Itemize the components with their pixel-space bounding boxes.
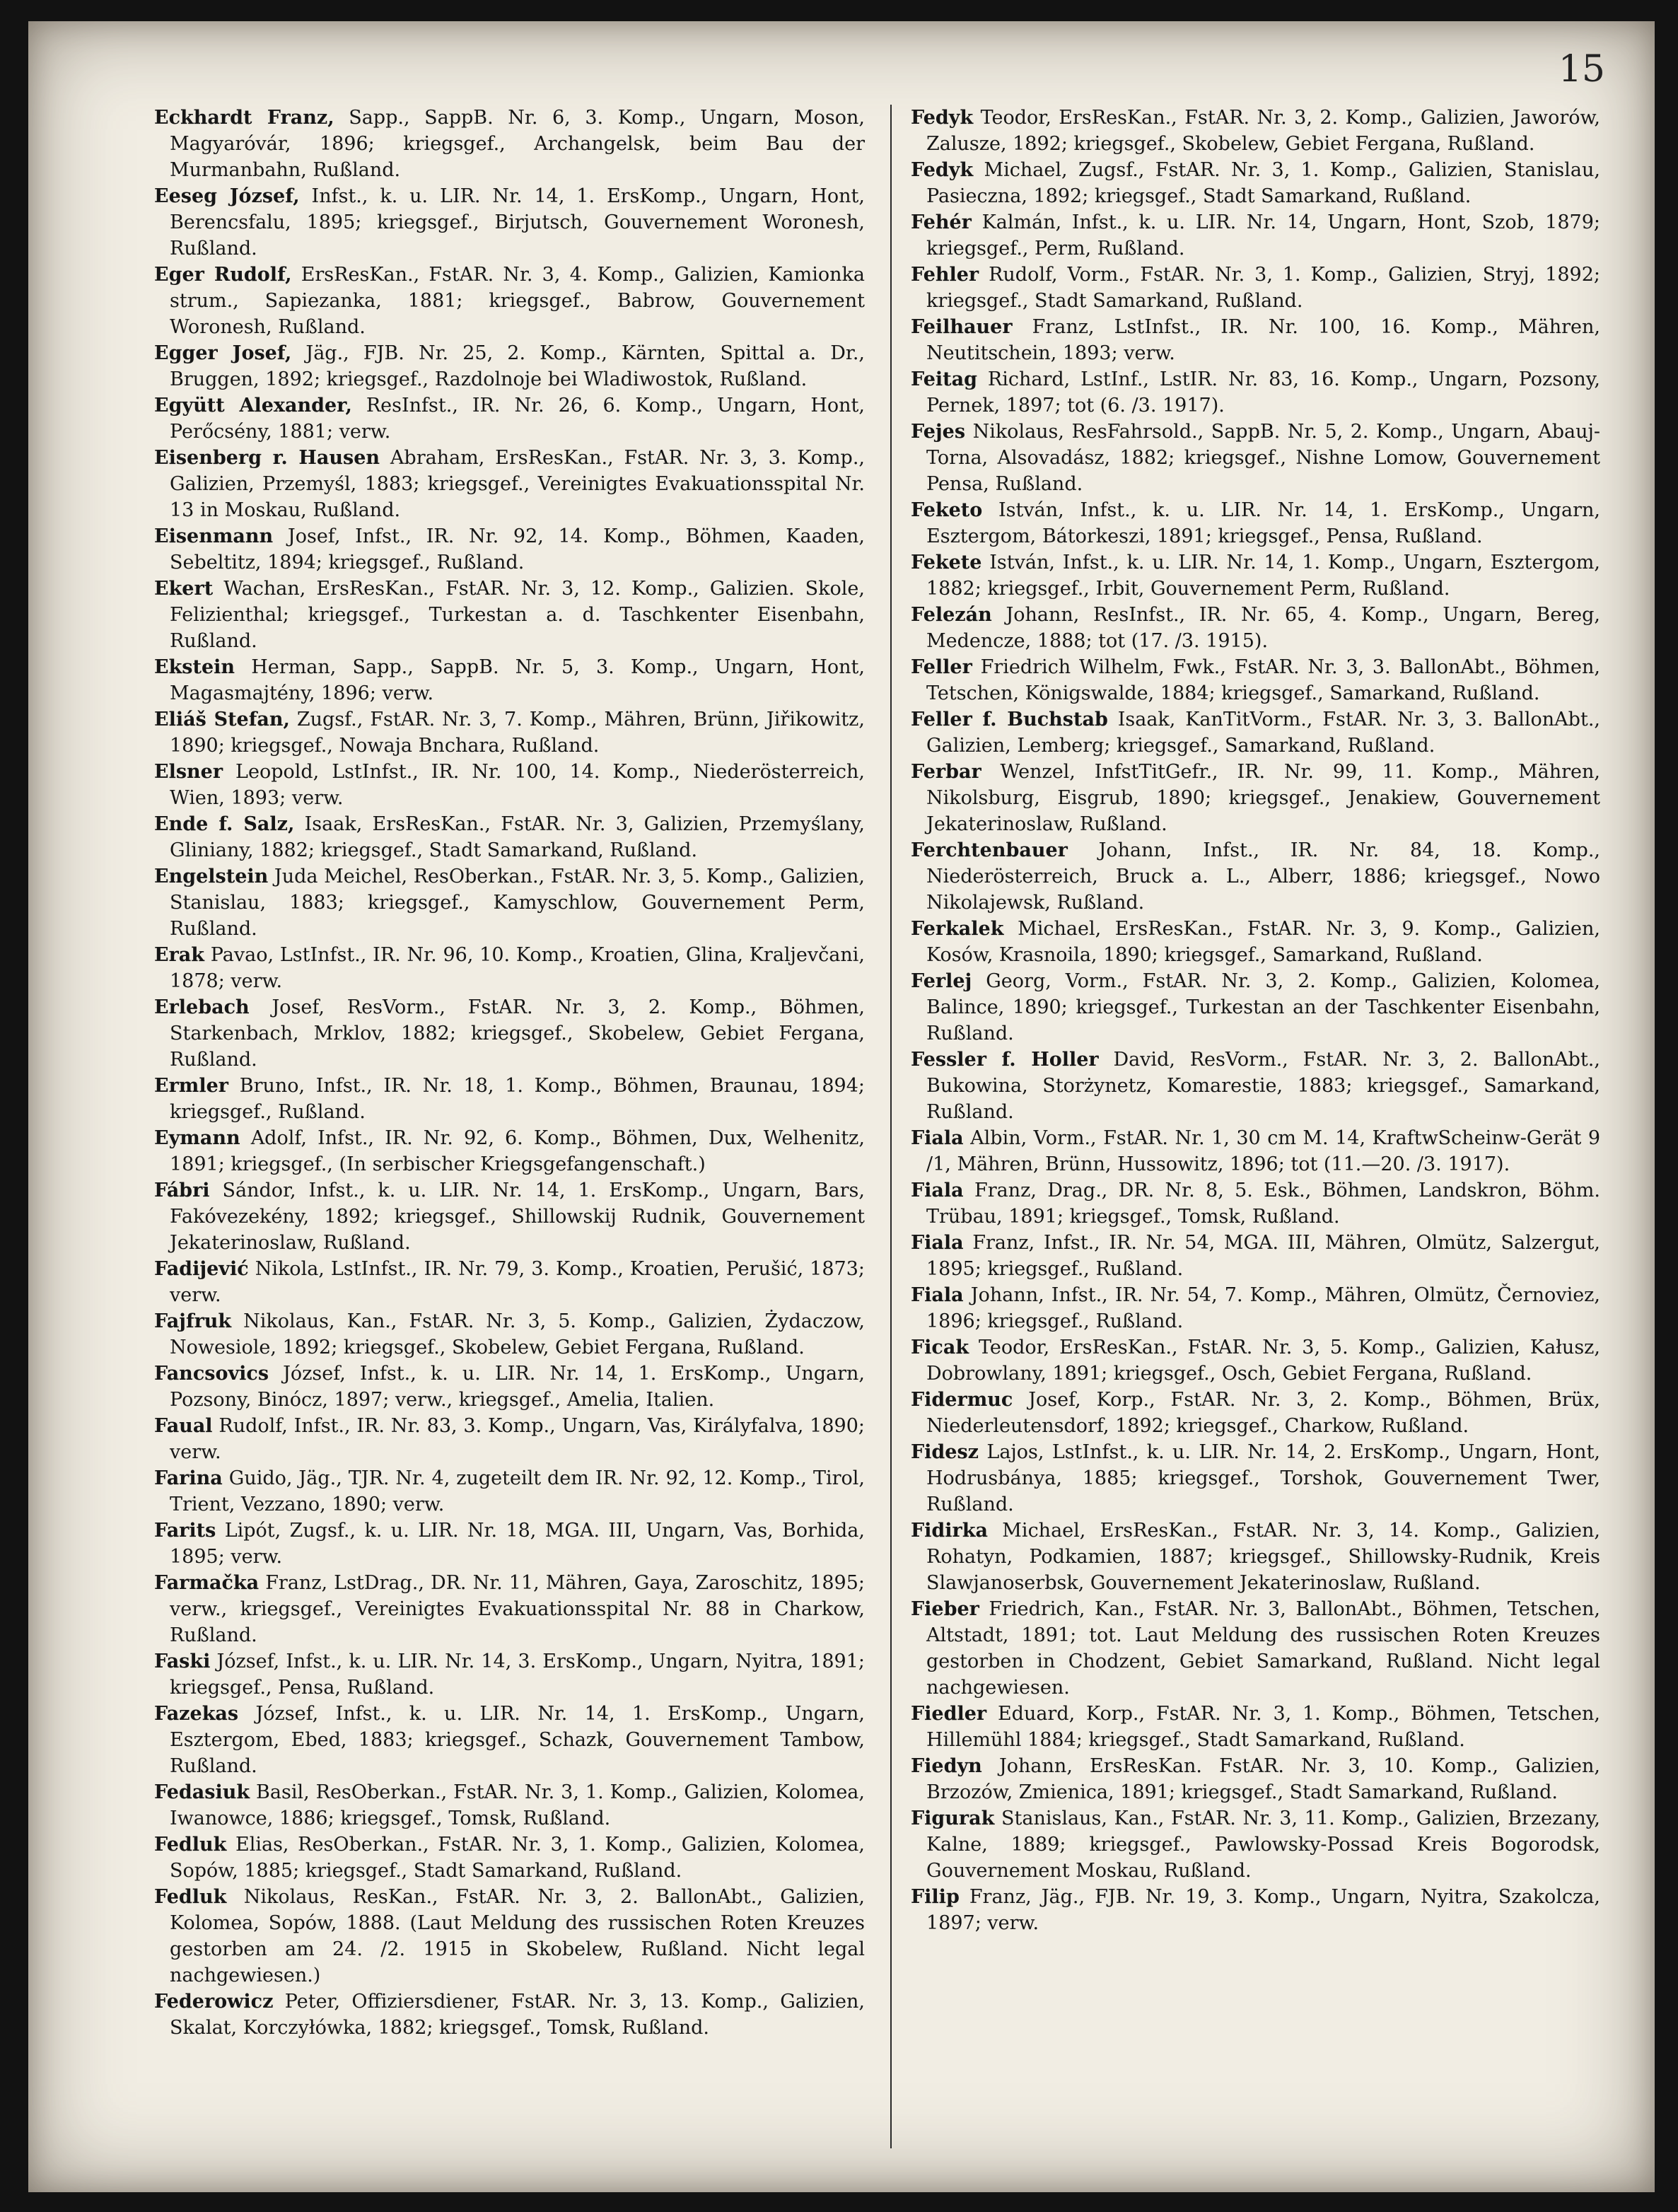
entry-details: Lipót, Zugsf., k. u. LIR. Nr. 18, MGA. III, Ungarn, Vas, Borhida, 1895; verw. [170,1520,865,1568]
entry-details: Sapp., SappB. Nr. 6, 3. Komp., Ungarn, Moson, Magyaróvár, 1896; kriegsgef., Archangelsk, beim Bau der Murmanbahn, Rußland. [170,107,865,181]
entry-surname: Ferbar [911,761,981,783]
register-entry [154,523,865,576]
entry-surname: Fiala [911,1127,964,1149]
entry-surname: Fajfruk [154,1310,232,1332]
entry-details: Friedrich Wilhelm, Fwk., FstAR. Nr. 3, 3. BallonAbt., Böhmen, Tetschen, Königswalde, 1884; kriegsgef., Samarkand, Rußland. [926,656,1600,704]
register-entry [911,1439,1600,1518]
register-entry [911,1047,1600,1125]
entry-details: Juda Meichel, ResOberkan., FstAR. Nr. 3, 5. Komp., Galizien, Stanislau, 1883; kriegsgef., Kamyschlow, Gouvernement Perm, Rußland. [170,866,865,940]
entry-details: Basil, ResOberkan., FstAR. Nr. 3, 1. Komp., Galizien, Kolomea, Iwanowce, 1886; kriegsgef., Tomsk, Rußland. [170,1781,865,1829]
entry-surname: Ficak [911,1337,969,1358]
register-entry [911,759,1600,837]
entry-details: Sándor, Infst., k. u. LIR. Nr. 14, 1. ErsKomp., Ungarn, Bars, Fakóvezekény, 1892; kriegsgef., Shillowskij Rudnik, Gouvernement Jekaterinoslaw, Rußland. [170,1180,865,1254]
register-entry [154,1465,865,1518]
register-entry [911,314,1600,366]
entry-surname: Felezán [911,604,992,626]
register-entry [911,968,1600,1047]
entry-details: Nikolaus, Kan., FstAR. Nr. 3, 5. Komp., Galizien, Żydaczow, Nowesiole, 1892; kriegsgef., Skobelew, Gebiet Fergana, Rußland. [170,1310,865,1358]
register-entry [911,602,1600,654]
register-entry [911,654,1600,706]
entry-details: József, Infst., k. u. LIR. Nr. 14, 1. ErsKomp., Ungarn, Esztergom, Ebed, 1883; kriegsgef., Schazk, Gouvernement Tambow, Rußland. [170,1703,866,1777]
entry-details: Guido, Jäg., TJR. Nr. 4, zugeteilt dem IR. Nr. 92, 12. Komp., Tirol, Trient, Vezzano, 1890; verw. [170,1467,865,1515]
register-entry [911,1230,1600,1282]
entry-surname: Feitag [911,368,977,390]
entry-details: Lajos, LstInfst., k. u. LIR. Nr. 14, 2. ErsKomp., Ungarn, Hont, Hodrusbánya, 1885; kriegsgef., Torshok, Gouvernement Twer, Rußland. [926,1441,1600,1515]
register-entry [911,1884,1600,1936]
entry-surname: Fekete [911,552,982,574]
register-entry [911,1387,1600,1439]
register-entry [154,1361,865,1413]
entry-details: István, Infst., k. u. LIR. Nr. 14, 1. Komp., Ungarn, Esztergom, 1882; kriegsgef., Irbit, Gouvernement Perm, Rußland. [926,552,1600,600]
entry-details: Eduard, Korp., FstAR. Nr. 3, 1. Komp., Böhmen, Tetschen, Hillemühl 1884; kriegsgef., Stadt Samarkand, Rußland. [926,1703,1600,1751]
entry-surname: Együtt Alexander, [154,395,352,417]
left-column [154,105,865,2041]
entry-surname: Filip [911,1886,960,1908]
entry-surname: Faual [154,1415,213,1437]
entry-details: Teodor, ErsResKan., FstAR. Nr. 3, 2. Komp., Galizien, Jaworów, Zalusze, 1892; kriegsgef., Skobelew, Gebiet Fergana, Rußland. [926,107,1600,155]
register-entry [911,262,1600,314]
register-entry [154,1884,865,1989]
entry-surname: Farmačka [154,1572,260,1594]
entry-surname: Fidesz [911,1441,979,1463]
entry-surname: Faski [154,1651,211,1672]
register-entry [154,1648,865,1701]
register-entry [154,105,865,183]
register-entry [154,654,865,706]
entry-details: Johann, ErsResKan. FstAR. Nr. 3, 10. Komp., Galizien, Brzozów, Zmienica, 1891; kriegsgef., Stadt Samarkand, Rußland. [926,1755,1600,1803]
entry-details: Nikola, LstInfst., IR. Nr. 79, 3. Komp., Kroatien, Perušić, 1873; verw. [170,1258,865,1306]
register-entry [911,419,1600,497]
entry-details: Abraham, ErsResKan., FstAR. Nr. 3, 3. Komp., Galizien, Przemyśl, 1883; kriegsgef., Vereinigtes Evakuationsspital Nr. 13 in Moskau, Rußland. [170,447,865,521]
register-entry [154,1518,865,1570]
register-entry [154,811,865,863]
entry-surname: Fancsovics [154,1363,269,1385]
entry-surname: Elsner [154,761,223,783]
entry-details: István, Infst., k. u. LIR. Nr. 14, 1. ErsKomp., Ungarn, Esztergom, Bátorkeszi, 1891; kriegsgef., Pensa, Rußland. [926,499,1600,547]
document-page [28,21,1655,2192]
register-entry [154,1073,865,1125]
register-entry [154,1308,865,1361]
register-entry [154,1413,865,1465]
entry-details: Richard, LstInf., LstIR. Nr. 83, 16. Komp., Ungarn, Pozsony, Pernek, 1897; tot (6. /3. 1917). [926,368,1600,417]
register-entry [154,994,865,1073]
register-entry [154,576,865,654]
entry-details: Leopold, LstInfst., IR. Nr. 100, 14. Komp., Niederösterreich, Wien, 1893; verw. [170,761,865,809]
entry-details: Josef, Infst., IR. Nr. 92, 14. Komp., Böhmen, Kaaden, Sebeltitz, 1894; kriegsgef., Rußland. [170,525,865,574]
entry-details: Johann, ResInfst., IR. Nr. 65, 4. Komp., Ungarn, Bereg, Medencze, 1888; tot (17. /3. 1915). [926,604,1600,652]
register-entry [154,262,865,340]
entry-surname: Eisenberg r. Hausen [154,447,380,469]
register-entry [154,706,865,759]
register-entry [911,706,1600,759]
entry-details: ResInfst., IR. Nr. 26, 6. Komp., Ungarn, Hont, Perőcsény, 1881; verw. [170,395,865,443]
entry-details: ErsResKan., FstAR. Nr. 3, 4. Komp., Galizien, Kamionka strum., Sapiezanka, 1881; kriegsgef., Babrow, Gouvernement Woronesh, Rußland. [170,264,865,338]
entry-details: Bruno, Infst., IR. Nr. 18, 1. Komp., Böhmen, Braunau, 1894; kriegsgef., Rußland. [170,1075,865,1123]
entry-surname: Federowicz [154,1991,274,2013]
entry-surname: Ende f. Salz, [154,813,295,835]
entry-surname: Fejes [911,421,966,443]
register-entry [154,445,865,523]
entry-surname: Feketo [911,499,983,521]
register-entry [911,916,1600,968]
register-entry [154,1779,865,1832]
column-divider [890,105,892,2148]
register-entry [911,157,1600,209]
entry-details: Michael, Zugsf., FstAR. Nr. 3, 1. Komp., Galizien, Stanislau, Pasieczna, 1892; kriegsgef., Stadt Samarkand, Rußland. [926,159,1600,207]
register-entry [911,1125,1600,1177]
entry-surname: Feller f. Buchstab [911,709,1108,730]
entry-surname: Farina [154,1467,223,1489]
entry-details: Herman, Sapp., SappB. Nr. 5, 3. Komp., Ungarn, Hont, Magasmajtény, 1896; verw. [170,656,865,704]
entry-details: Kalmán, Infst., k. u. LIR. Nr. 14, Ungarn, Hont, Szob, 1879; kriegsgef., Perm, Rußland. [926,211,1600,260]
entry-surname: Ferlej [911,970,972,992]
register-entry [154,1256,865,1308]
entry-details: Franz, Drag., DR. Nr. 8, 5. Esk., Böhmen, Landskron, Böhm. Trübau, 1891; kriegsgef., Tomsk, Rußland. [926,1180,1600,1228]
entry-surname: Fadijević [154,1258,249,1280]
entry-surname: Eliáš Stefan, [154,709,290,730]
entry-details: Johann, Infst., IR. Nr. 54, 7. Komp., Mähren, Olmütz, Černoviez, 1896; kriegsgef., Rußland. [926,1284,1600,1332]
register-entry [154,1125,865,1177]
entry-surname: Ekert [154,578,214,600]
register-entry [154,1701,865,1779]
entry-surname: Figurak [911,1808,995,1829]
entry-details: Franz, Jäg., FJB. Nr. 19, 3. Komp., Ungarn, Nyitra, Szakolcza, 1897; verw. [926,1886,1600,1934]
entry-surname: Fábri [154,1180,210,1201]
entry-details: Franz, LstInfst., IR. Nr. 100, 16. Komp., Mähren, Neutitschein, 1893; verw. [926,316,1600,364]
right-column [911,105,1600,1936]
register-entry [911,1518,1600,1596]
entry-surname: Fiala [911,1180,964,1201]
entry-surname: Fieber [911,1598,979,1620]
register-entry [911,1753,1600,1805]
register-entry [154,340,865,392]
entry-surname: Ferkalek [911,918,1004,940]
register-entry [154,759,865,811]
entry-surname: Fiedyn [911,1755,982,1777]
entry-details: Rudolf, Infst., IR. Nr. 83, 3. Komp., Ungarn, Vas, Királyfalva, 1890; verw. [170,1415,865,1463]
entry-surname: Farits [154,1520,216,1542]
entry-surname: Eger Rudolf, [154,264,292,286]
register-entry [911,1701,1600,1753]
register-entry [154,392,865,445]
entry-details: Stanislaus, Kan., FstAR. Nr. 3, 11. Komp., Galizien, Brzezany, Kalne, 1889; kriegsgef., Pawlowsky-Possad Kreis Bogorodsk, Gouvernement Moskau, Rußland. [926,1808,1600,1882]
entry-details: Wachan, ErsResKan., FstAR. Nr. 3, 12. Komp., Galizien. Skole, Felizienthal; kriegsgef., Turkestan a. d. Taschkenter Eisenbahn, Rußland. [170,578,865,652]
register-entry [911,1177,1600,1230]
entry-details: Johann, Infst., IR. Nr. 84, 18. Komp., Niederösterreich, Bruck a. L., Alberr, 1886; kriegsgef., Nowo Nikolajewsk, Rußland. [926,839,1600,914]
entry-surname: Fazekas [154,1703,239,1725]
register-entry [911,1334,1600,1387]
entry-details: József, Infst., k. u. LIR. Nr. 14, 1. ErsKomp., Ungarn, Pozsony, Binócz, 1897; verw., kriegsgef., Amelia, Italien. [170,1363,865,1411]
entry-details: Michael, ErsResKan., FstAR. Nr. 3, 14. Komp., Galizien, Rohatyn, Podkamien, 1887; kriegsgef., Shillowsky-Rudnik, Kreis Slawjanoserbsk, Gouvernement Jekaterinoslaw, Rußland. [926,1520,1600,1594]
register-entry [911,105,1600,157]
entry-surname: Fidirka [911,1520,988,1542]
entry-surname: Ermler [154,1075,229,1097]
entry-surname: Fehler [911,264,979,286]
entry-details: Teodor, ErsResKan., FstAR. Nr. 3, 5. Komp., Galizien, Kałusz, Dobrowlany, 1891; kriegsgef., Osch, Gebiet Fergana, Rußland. [926,1337,1600,1385]
entry-details: Nikolaus, ResKan., FstAR. Nr. 3, 2. BallonAbt., Galizien, Kolomea, Sopów, 1888. (Laut Meldung des russischen Roten Kreuzes gestorben am 24. /2. 1915 in Skobelew, Rußland. Nicht legal nachgewiesen.) [170,1886,865,1986]
register-entry [911,1805,1600,1884]
register-entry [911,497,1600,549]
entry-surname: Eisenmann [154,525,274,547]
entry-surname: Erak [154,944,205,966]
entry-surname: Feller [911,656,972,678]
entry-surname: Fedluk [154,1834,227,1856]
register-entry [154,183,865,262]
entry-surname: Engelstein [154,866,269,887]
entry-details: Michael, ErsResKan., FstAR. Nr. 3, 9. Komp., Galizien, Kosów, Krasnoila, 1890; kriegsgef., Samarkand, Rußland. [926,918,1600,966]
register-entry [911,366,1600,419]
entry-details: Infst., k. u. LIR. Nr. 14, 1. ErsKomp., Ungarn, Hont, Berencsfalu, 1895; kriegsgef., Birjutsch, Gouvernement Woronesh, Rußland. [170,185,865,260]
entry-surname: Fessler f. Holler [911,1049,1099,1071]
entry-surname: Fiala [911,1232,964,1254]
entry-surname: Fedluk [154,1886,227,1908]
entry-details: Zugsf., FstAR. Nr. 3, 7. Komp., Mähren, Brünn, Jiřikowitz, 1890; kriegsgef., Nowaja Bnchara, Rußland. [170,709,865,757]
entry-surname: Eeseg József, [154,185,300,207]
entry-details: Adolf, Infst., IR. Nr. 92, 6. Komp., Böhmen, Dux, Welhenitz, 1891; kriegsgef., (In serbischer Kriegsgefangenschaft.) [170,1127,865,1175]
entry-details: Wenzel, InfstTitGefr., IR. Nr. 99, 11. Komp., Mähren, Nikolsburg, Eisgrub, 1890; kriegsgef., Jenakiew, Gouvernement Jekaterinoslaw, Rußland. [926,761,1600,835]
entry-surname: Eymann [154,1127,240,1149]
entry-details: Friedrich, Kan., FstAR. Nr. 3, BallonAbt., Böhmen, Tetschen, Altstadt, 1891; tot. Laut Meldung des russischen Roten Kreuzes gestorben in Chodzent, Gebiet Samarkand, Rußland. Nicht legal nachgewiesen. [926,1598,1600,1699]
entry-surname: Fiedler [911,1703,987,1725]
entry-surname: Fedasiuk [154,1781,250,1803]
register-entry [911,1596,1600,1701]
entry-details: Franz, LstDrag., DR. Nr. 11, Mähren, Gaya, Zaroschitz, 1895; verw., kriegsgef., Vereinigtes Evakuationsspital Nr. 88 in Charkow, Rußland. [170,1572,865,1646]
entry-surname: Ferchtenbauer [911,839,1068,861]
entry-surname: Fidermuc [911,1389,1013,1411]
register-entry [154,1989,865,2041]
entry-surname: Egger Josef, [154,342,292,364]
register-entry [911,837,1600,916]
entry-surname: Fedyk [911,159,974,181]
entry-details: József, Infst., k. u. LIR. Nr. 14, 3. ErsKomp., Ungarn, Nyitra, 1891; kriegsgef., Pensa, Rußland. [170,1651,865,1699]
entry-surname: Fehér [911,211,972,233]
entry-details: Jäg., FJB. Nr. 25, 2. Komp., Kärnten, Spittal a. Dr., Bruggen, 1892; kriegsgef., Razdolnoje bei Wladiwostok, Rußland. [170,342,865,390]
entry-details: Nikolaus, ResFahrsold., SappB. Nr. 5, 2. Komp., Ungarn, Abauj-Torna, Alsovadász, 1882; kriegsgef., Nishne Lomow, Gouvernement Pensa, Rußland. [926,421,1600,495]
register-entry [154,1177,865,1256]
entry-surname: Feilhauer [911,316,1013,338]
register-entry [911,209,1600,262]
register-entry [154,942,865,994]
entry-details: Pavao, LstInfst., IR. Nr. 96, 10. Komp., Kroatien, Glina, Kraljevčani, 1878; verw. [170,944,865,992]
entry-details: Georg, Vorm., FstAR. Nr. 3, 2. Komp., Galizien, Kolomea, Balince, 1890; kriegsgef., Turkestan an der Taschkenter Eisenbahn, Rußland. [926,970,1600,1044]
entry-surname: Ekstein [154,656,235,678]
entry-details: Peter, Offiziersdiener, FstAR. Nr. 3, 13. Komp., Galizien, Skalat, Korczyłówka, 1882; kriegsgef., Tomsk, Rußland. [170,1991,865,2039]
register-entry [154,863,865,942]
entry-surname: Erlebach [154,996,250,1018]
entry-details: Isaak, ErsResKan., FstAR. Nr. 3, Galizien, Przemyślany, Gliniany, 1882; kriegsgef., Stadt Samarkand, Rußland. [170,813,865,861]
entry-details: Franz, Infst., IR. Nr. 54, MGA. III, Mähren, Olmütz, Salzergut, 1895; kriegsgef., Rußland. [926,1232,1600,1280]
entry-details: Elias, ResOberkan., FstAR. Nr. 3, 1. Komp., Galizien, Kolomea, Sopów, 1885; kriegsgef., Stadt Samarkand, Rußland. [170,1834,865,1882]
register-entry [911,1282,1600,1334]
page-number: 15 [1558,48,1605,91]
entry-details: David, ResVorm., FstAR. Nr. 3, 2. BallonAbt., Bukowina, Storżynetz, Komarestie, 1883; kriegsgef., Samarkand, Rußland. [926,1049,1600,1123]
entry-details: Rudolf, Vorm., FstAR. Nr. 3, 1. Komp., Galizien, Stryj, 1892; kriegsgef., Stadt Samarkand, Rußland. [926,264,1600,312]
entry-surname: Fiala [911,1284,964,1306]
register-entry [154,1570,865,1648]
entry-surname: Eckhardt Franz, [154,107,334,129]
entry-details: Albin, Vorm., FstAR. Nr. 1, 30 cm M. 14, KraftwScheinw-Gerät 9 /1, Mähren, Brünn, Hussowitz, 1896; tot (11.—20. /3. 1917). [926,1127,1600,1175]
entry-surname: Fedyk [911,107,974,129]
entry-details: Josef, Korp., FstAR. Nr. 3, 2. Komp., Böhmen, Brüx, Niederleutensdorf, 1892; kriegsgef., Charkow, Rußland. [926,1389,1600,1437]
register-entry [154,1832,865,1884]
entry-details: Isaak, KanTitVorm., FstAR. Nr. 3, 3. BallonAbt., Galizien, Lemberg; kriegsgef., Samarkand, Rußland. [926,709,1600,757]
register-entry [911,549,1600,602]
entry-details: Josef, ResVorm., FstAR. Nr. 3, 2. Komp., Böhmen, Starkenbach, Mrklov, 1882; kriegsgef., Skobelew, Gebiet Fergana, Rußland. [170,996,865,1071]
